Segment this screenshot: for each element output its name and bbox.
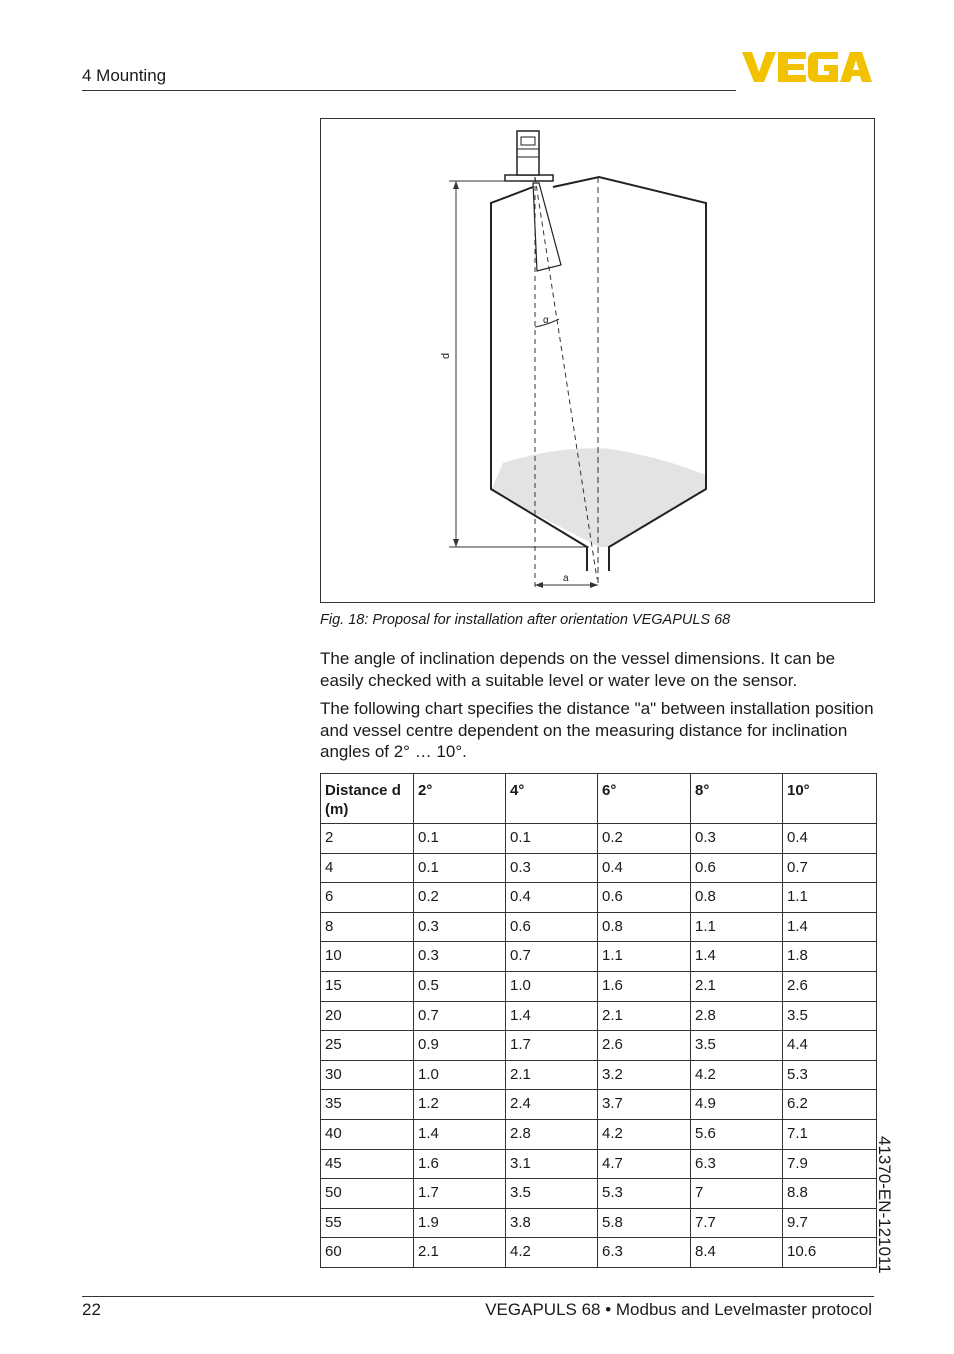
offset-cell: 0.7 [414, 1001, 506, 1031]
offset-cell: 1.4 [691, 942, 783, 972]
distance-cell: 30 [321, 1060, 414, 1090]
distance-cell: 25 [321, 1031, 414, 1061]
offset-cell: 1.1 [691, 912, 783, 942]
offset-cell: 2.1 [598, 1001, 691, 1031]
offset-cell: 1.4 [783, 912, 877, 942]
offset-cell: 0.4 [598, 853, 691, 883]
offset-cell: 1.1 [598, 942, 691, 972]
offset-cell: 7.9 [783, 1149, 877, 1179]
offset-cell: 0.9 [414, 1031, 506, 1061]
offset-cell: 0.1 [414, 824, 506, 854]
distance-cell: 50 [321, 1179, 414, 1209]
table-row [321, 1060, 877, 1090]
offset-cell: 3.1 [506, 1149, 598, 1179]
column-header: 10° [783, 774, 877, 824]
offset-cell: 9.7 [783, 1208, 877, 1238]
offset-cell: 2.8 [691, 1001, 783, 1031]
offset-cell: 7 [691, 1179, 783, 1209]
distance-cell: 55 [321, 1208, 414, 1238]
offset-cell: 1.0 [414, 1060, 506, 1090]
offset-cell: 1.9 [414, 1208, 506, 1238]
alpha-label: α [543, 315, 549, 326]
offset-cell: 7.1 [783, 1119, 877, 1149]
offset-cell: 0.3 [414, 942, 506, 972]
table-row [321, 824, 877, 854]
distance-cell: 4 [321, 853, 414, 883]
paragraph-inclination: The angle of inclination depends on the vessel dimensions. It can be easily checked with a suitable level or water leve on the sensor. [320, 649, 836, 690]
offset-cell: 0.3 [414, 912, 506, 942]
offset-cell: 4.7 [598, 1149, 691, 1179]
offset-cell: 2.1 [506, 1060, 598, 1090]
offset-cell: 5.6 [691, 1119, 783, 1149]
offset-cell: 0.4 [783, 824, 877, 854]
distance-table [320, 773, 877, 1268]
d-label: d [440, 352, 452, 359]
offset-cell: 2.6 [783, 971, 877, 1001]
distance-cell: 60 [321, 1238, 414, 1268]
footer-divider [82, 1296, 874, 1297]
flange [505, 175, 553, 181]
offset-cell: 1.2 [414, 1090, 506, 1120]
page-number: 22 [82, 1300, 101, 1319]
logo-letter-v [742, 52, 776, 82]
offset-cell: 1.6 [598, 971, 691, 1001]
distance-cell: 2 [321, 824, 414, 854]
offset-cell: 0.3 [691, 824, 783, 854]
offset-cell: 1.8 [783, 942, 877, 972]
offset-cell: 6.3 [691, 1149, 783, 1179]
logo-letter-g [808, 52, 838, 82]
offset-cell: 0.4 [506, 883, 598, 913]
offset-cell: 0.6 [598, 883, 691, 913]
offset-cell: 6.2 [783, 1090, 877, 1120]
table-row [321, 912, 877, 942]
offset-cell: 0.5 [414, 971, 506, 1001]
column-header: 4° [506, 774, 598, 824]
distance-cell: 40 [321, 1119, 414, 1149]
offset-cell: 3.2 [598, 1060, 691, 1090]
offset-cell: 0.6 [506, 912, 598, 942]
offset-cell: 1.7 [414, 1179, 506, 1209]
offset-cell: 8.8 [783, 1179, 877, 1209]
offset-cell: 3.8 [506, 1208, 598, 1238]
column-header: Distance d (m) [321, 774, 414, 824]
column-header: 8° [691, 774, 783, 824]
table-row [321, 853, 877, 883]
offset-cell: 1.7 [506, 1031, 598, 1061]
distance-cell: 45 [321, 1149, 414, 1179]
figure-caption: Fig. 18: Proposal for installation after orientation VEGAPULS 68 [320, 612, 731, 628]
document-code: 41370-EN-121011 [875, 1136, 894, 1274]
offset-cell: 7.7 [691, 1208, 783, 1238]
offset-cell: 4.9 [691, 1090, 783, 1120]
installation-figure [320, 118, 875, 603]
offset-cell: 1.1 [783, 883, 877, 913]
distance-cell: 15 [321, 971, 414, 1001]
offset-cell: 0.1 [414, 853, 506, 883]
table-row [321, 1119, 877, 1149]
offset-cell: 0.7 [783, 853, 877, 883]
offset-cell: 1.4 [414, 1119, 506, 1149]
offset-cell: 2.1 [691, 971, 783, 1001]
offset-cell: 0.7 [506, 942, 598, 972]
offset-cell: 2.1 [414, 1238, 506, 1268]
header-divider [82, 90, 736, 91]
table-body [321, 824, 877, 1268]
offset-cell: 5.8 [598, 1208, 691, 1238]
table-row [321, 1031, 877, 1061]
table-row [321, 971, 877, 1001]
distance-cell: 6 [321, 883, 414, 913]
offset-cell: 5.3 [598, 1179, 691, 1209]
column-header: 2° [414, 774, 506, 824]
distance-cell: 10 [321, 942, 414, 972]
offset-cell: 3.5 [691, 1031, 783, 1061]
distance-cell: 35 [321, 1090, 414, 1120]
table-row [321, 883, 877, 913]
offset-cell: 2.4 [506, 1090, 598, 1120]
vessel-diagram [321, 119, 876, 604]
offset-cell: 1.6 [414, 1149, 506, 1179]
offset-cell: 0.2 [414, 883, 506, 913]
footer-title: VEGAPULS 68 • Modbus and Levelmaster protocol [485, 1300, 872, 1319]
offset-cell: 4.4 [783, 1031, 877, 1061]
offset-cell: 3.5 [783, 1001, 877, 1031]
table-row [321, 942, 877, 972]
offset-cell: 0.3 [506, 853, 598, 883]
offset-cell: 0.2 [598, 824, 691, 854]
table-row [321, 1149, 877, 1179]
offset-cell: 1.0 [506, 971, 598, 1001]
distance-cell: 8 [321, 912, 414, 942]
offset-cell: 0.8 [691, 883, 783, 913]
vega-logo [742, 50, 872, 84]
paragraph-chart-intro: The following chart specifies the distance "a" between installation position and vessel centre dependent on the measuring distance for inclination angles of 2° … 10°. [320, 699, 874, 761]
a-label: a [563, 573, 569, 584]
table-row [321, 1179, 877, 1209]
column-header: 6° [598, 774, 691, 824]
offset-cell: 0.8 [598, 912, 691, 942]
offset-cell: 4.2 [691, 1060, 783, 1090]
offset-cell: 1.4 [506, 1001, 598, 1031]
table-row [321, 1208, 877, 1238]
table-row [321, 1238, 877, 1268]
offset-cell: 2.6 [598, 1031, 691, 1061]
offset-cell: 8.4 [691, 1238, 783, 1268]
table-row [321, 1090, 877, 1120]
offset-cell: 4.2 [598, 1119, 691, 1149]
offset-cell: 2.8 [506, 1119, 598, 1149]
offset-cell: 3.5 [506, 1179, 598, 1209]
table-header-row [321, 774, 877, 824]
section-title: 4 Mounting [82, 66, 167, 85]
offset-cell: 0.1 [506, 824, 598, 854]
logo-letter-e [778, 52, 806, 82]
offset-cell: 10.6 [783, 1238, 877, 1268]
offset-cell: 6.3 [598, 1238, 691, 1268]
offset-cell: 3.7 [598, 1090, 691, 1120]
offset-cell: 4.2 [506, 1238, 598, 1268]
table-row [321, 1001, 877, 1031]
distance-cell: 20 [321, 1001, 414, 1031]
offset-cell: 5.3 [783, 1060, 877, 1090]
offset-cell: 0.6 [691, 853, 783, 883]
